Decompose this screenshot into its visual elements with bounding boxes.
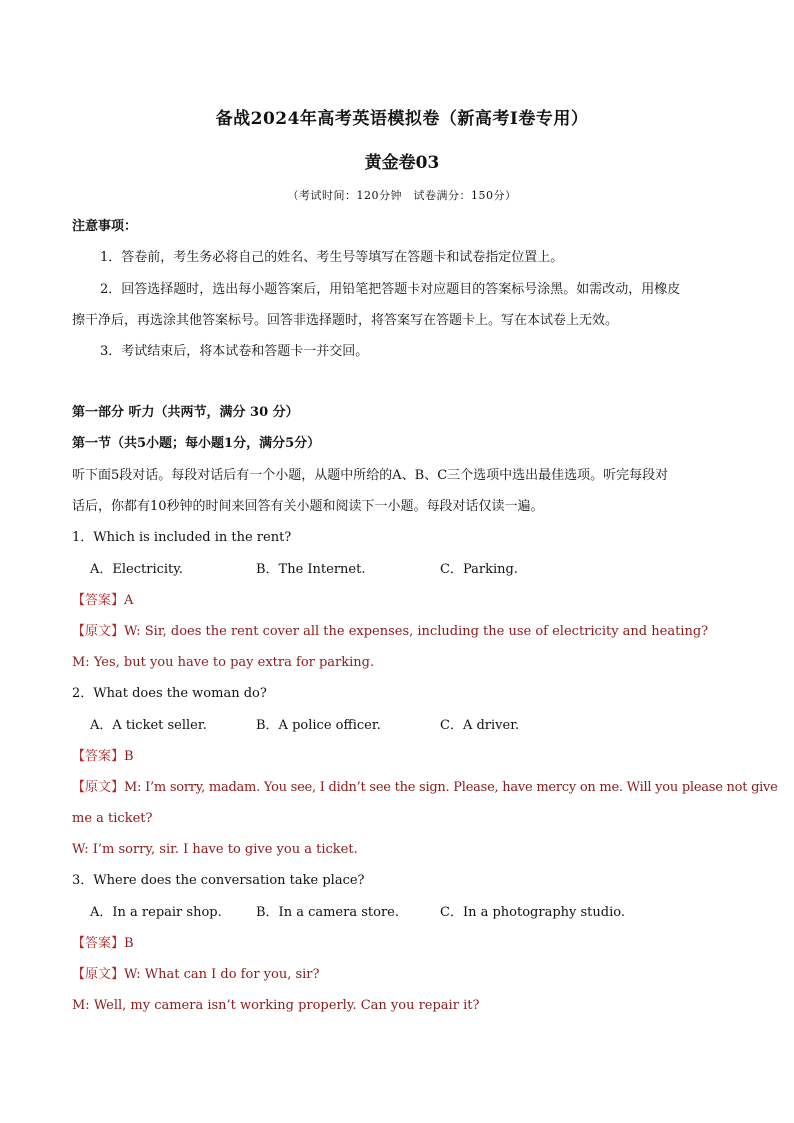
answer-tag: 【答案】 bbox=[72, 936, 125, 951]
option-a: A．In a repair shop. bbox=[90, 905, 222, 920]
paper-subtitle: 黄金卷03 bbox=[364, 153, 440, 173]
answer-tag: 【答案】 bbox=[72, 593, 125, 608]
answer-value: B bbox=[124, 936, 134, 951]
script-text: M: Well, my camera isn’t working properly. Can you repair it? bbox=[72, 998, 480, 1013]
script-text: W: What can I do for you, sir? bbox=[124, 967, 320, 982]
script-text: W: I’m sorry, sir. I have to give you a ticket. bbox=[72, 842, 358, 857]
script-text: M: Yes, but you have to pay extra for parking. bbox=[72, 655, 375, 670]
script-tag: 【原文】 bbox=[72, 780, 125, 795]
script-tag: 【原文】 bbox=[72, 624, 125, 639]
exam-title: 备战2024年高考英语模拟卷（新高考I卷专用） bbox=[215, 109, 589, 129]
script-line bbox=[72, 780, 778, 796]
instruction-line: 话后，你都有10秒钟的时间来回答有关小题和阅读下一小题。每段对话仅读一遍。 bbox=[72, 499, 544, 514]
option-a: A．Electricity. bbox=[90, 562, 184, 577]
answer-line bbox=[72, 936, 134, 952]
question-text: 2．What does the woman do? bbox=[72, 686, 267, 701]
notes-heading: 注意事项： bbox=[72, 219, 138, 234]
answer-value: A bbox=[124, 593, 134, 608]
section-heading: 第一节（共5小题；每小题1分，满分5分） bbox=[72, 436, 321, 451]
answer-line bbox=[72, 593, 133, 609]
option-b: B．The Internet. bbox=[256, 562, 366, 577]
answer-value: B bbox=[124, 749, 134, 764]
note-item: 擦干净后，再选涂其他答案标号。回答非选择题时，将答案写在答题卡上。写在本试卷上无效。 bbox=[72, 313, 619, 328]
note-item: 3．考试结束后，将本试卷和答题卡一并交回。 bbox=[100, 344, 369, 359]
script-line bbox=[72, 967, 320, 983]
script-tag: 【原文】 bbox=[72, 967, 125, 982]
option-b: B．In a camera store. bbox=[256, 905, 399, 920]
option-b: B．A police officer. bbox=[256, 718, 381, 733]
script-line bbox=[72, 624, 708, 640]
answer-line bbox=[72, 749, 134, 765]
option-a: A．A ticket seller. bbox=[90, 718, 207, 733]
note-item: 2．回答选择题时，选出每小题答案后，用铅笔把答题卡对应题目的答案标号涂黑。如需改动，用橡皮 bbox=[100, 282, 681, 297]
part-heading: 第一部分 听力（共两节，满分 30 分） bbox=[72, 405, 299, 420]
time-info: （考试时间：120分钟 试卷满分：150分） bbox=[287, 189, 517, 202]
answer-tag: 【答案】 bbox=[72, 749, 125, 764]
option-c: C．In a photography studio. bbox=[440, 905, 625, 920]
script-text: W: Sir, does the rent cover all the expenses, including the use of electricity and heating? bbox=[124, 624, 709, 639]
question-text: 1．Which is included in the rent? bbox=[72, 530, 292, 545]
script-text: M: I’m sorry, madam. You see, I didn’t see the sign. Please, have mercy on me. Will you please not give bbox=[124, 780, 778, 795]
option-c: C．Parking. bbox=[440, 562, 518, 577]
question-text: 3．Where does the conversation take place? bbox=[72, 873, 365, 888]
note-item: 1．答卷前，考生务必将自己的姓名、考生号等填写在答题卡和试卷指定位置上。 bbox=[100, 250, 564, 265]
option-c: C．A driver. bbox=[440, 718, 520, 733]
instruction-line: 听下面5段对话。每段对话后有一个小题，从题中所给的A、B、C三个选项中选出最佳选项。听完每段对 bbox=[72, 468, 669, 483]
script-text: me a ticket? bbox=[72, 811, 153, 826]
